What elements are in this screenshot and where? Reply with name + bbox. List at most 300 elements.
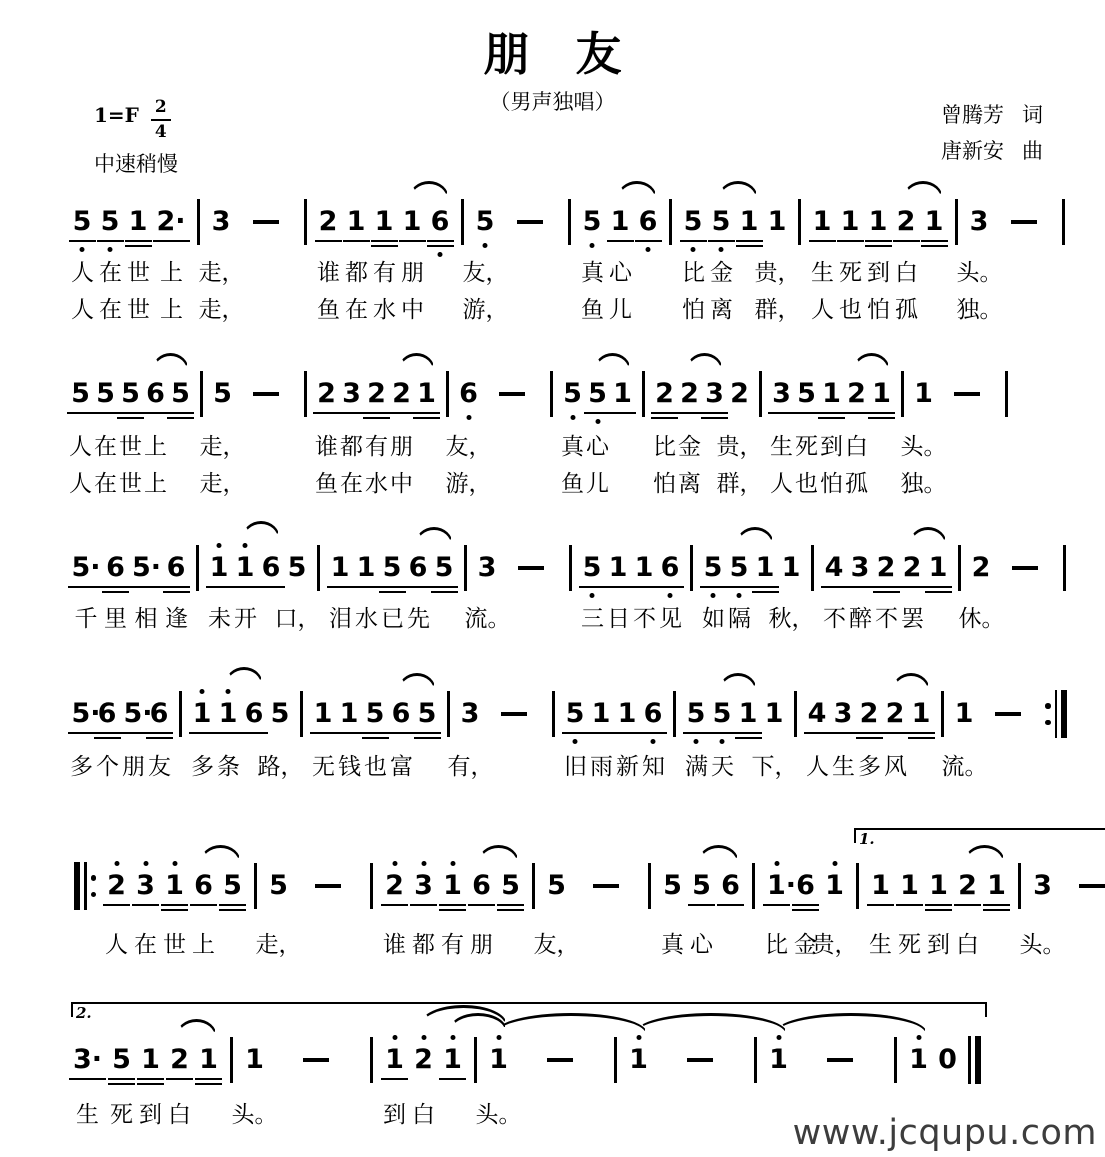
- lyric-syllable: 谁: [383, 932, 406, 957]
- note: 5: [71, 378, 90, 409]
- duration-dash: [954, 392, 980, 396]
- time-signature-denominator: 4: [151, 119, 171, 141]
- : [1045, 703, 1051, 709]
- note: 5·: [71, 552, 101, 583]
- note: 1: [128, 206, 148, 237]
- note: 4: [824, 552, 844, 583]
- lyric-syllable: 相: [134, 606, 158, 631]
- : [84, 862, 87, 910]
- note: 1: [330, 552, 350, 583]
- slur: [478, 845, 519, 863]
- lyric-syllable: 头。: [475, 1102, 522, 1127]
- barline: [197, 199, 200, 245]
- lyric-syllable: 口，: [274, 606, 321, 631]
- slur: [409, 181, 449, 199]
- note: 1: [385, 1044, 404, 1076]
- note: 1: [812, 206, 832, 237]
- note: 6: [97, 698, 117, 729]
- duration-dash: [593, 884, 619, 888]
- note: 5: [73, 206, 92, 238]
- lyricist-name: 曾腾芳: [941, 103, 1004, 127]
- lyric-syllable: 贵，: [716, 434, 763, 459]
- : [1061, 690, 1067, 738]
- note: 1: [193, 698, 212, 730]
- lyric-syllable: 白: [412, 1102, 435, 1127]
- credits: [941, 97, 1043, 169]
- note: 3: [833, 698, 853, 729]
- lyric-syllable: 秋，: [768, 606, 815, 631]
- : [91, 875, 97, 881]
- slur: [718, 181, 758, 199]
- barline: [532, 863, 535, 909]
- slur: [892, 673, 930, 691]
- note: 1·: [767, 870, 786, 902]
- lyric-syllable: 上: [160, 260, 183, 285]
- lyric-syllable: 泪: [329, 606, 352, 631]
- note: 1: [909, 1044, 928, 1076]
- note: 3·: [73, 1044, 103, 1075]
- lyric-syllable: 风: [884, 754, 907, 779]
- duration-dash: [499, 392, 525, 396]
- note: 5: [563, 378, 582, 410]
- lyric-syllable: 都: [412, 932, 435, 957]
- lyric-syllable: 人: [71, 260, 94, 285]
- octave-dot: [438, 252, 443, 257]
- note: 1: [822, 378, 841, 409]
- : [91, 892, 97, 898]
- notes-row: [68, 196, 1073, 248]
- barline: [569, 545, 572, 591]
- note: 3: [460, 698, 480, 729]
- lyric-syllable: 多: [70, 754, 93, 779]
- note: 2: [107, 870, 126, 902]
- lyric-syllable: 如: [702, 606, 725, 631]
- barline: [752, 863, 755, 909]
- lyric-syllable: 醉: [849, 606, 872, 631]
- notes-row: [68, 1004, 1073, 1086]
- note: 5: [501, 870, 520, 901]
- note: 5: [692, 870, 711, 901]
- slur: [398, 673, 436, 691]
- note: 1: [608, 552, 628, 583]
- lyric-syllable: 头。: [231, 1102, 278, 1127]
- lyric-syllable: 友: [148, 754, 171, 779]
- note: 1: [987, 870, 1006, 901]
- note: 6: [472, 870, 491, 901]
- lyric-syllable: 流。: [464, 606, 511, 631]
- lyric-syllable: 独。: [956, 297, 1003, 322]
- octave-dot: [590, 243, 595, 248]
- note: 5: [223, 870, 242, 901]
- barline: [901, 371, 904, 417]
- note: 5: [583, 206, 602, 238]
- octave-dot: [392, 1035, 397, 1040]
- lyric-syllable: 满: [685, 754, 708, 779]
- barline: [1063, 545, 1066, 591]
- note: 5·: [71, 698, 101, 729]
- lyric-syllable: 人: [71, 297, 94, 322]
- note: 6: [459, 378, 478, 410]
- note: 6: [721, 870, 740, 901]
- note: 5: [547, 870, 566, 901]
- octave-dot: [114, 861, 119, 866]
- lyric-syllable: 真: [661, 932, 684, 957]
- octave-dot: [466, 415, 471, 420]
- note: 2: [902, 552, 922, 583]
- lyric-syllable: 上: [192, 932, 215, 957]
- octave-dot: [496, 1035, 501, 1040]
- note: 1: [954, 698, 974, 729]
- lyric-syllable: 真: [561, 434, 584, 459]
- lyric-syllable: 怕: [867, 297, 890, 322]
- lyric-syllable: 在: [345, 297, 368, 322]
- augmentation-dot: ·: [91, 1044, 103, 1075]
- lyric-syllable: 走，: [198, 297, 245, 322]
- lyric-syllable: 都: [345, 260, 368, 285]
- note: 1: [591, 698, 611, 729]
- note: 5: [121, 378, 140, 409]
- slur: [736, 527, 774, 545]
- note: 1: [219, 698, 238, 730]
- barline: [669, 199, 672, 245]
- lyric-syllable: 无: [312, 754, 335, 779]
- barline: [642, 371, 645, 417]
- lyric-syllable: 雨: [590, 754, 613, 779]
- note: 5: [287, 552, 307, 583]
- score-line: [68, 196, 1073, 322]
- notes-row: [68, 688, 1073, 740]
- octave-dot: [243, 543, 248, 548]
- octave-dot: [172, 861, 177, 866]
- lyric-syllable: 生: [869, 932, 892, 957]
- duration-dash: [1079, 884, 1105, 888]
- barline: [196, 545, 199, 591]
- lyric-syllable: 白: [845, 434, 868, 459]
- lyric-syllable: 死: [795, 434, 818, 459]
- octave-dot: [668, 593, 673, 598]
- note: 5: [588, 378, 607, 410]
- barline: [317, 545, 320, 591]
- note: 5: [96, 378, 115, 409]
- lyric-syllable: 隔: [728, 606, 751, 631]
- key-label: 1=F: [94, 103, 139, 127]
- note: 0: [938, 1044, 957, 1075]
- lyric-syllable: 在: [134, 932, 157, 957]
- note: 5·: [123, 698, 153, 729]
- octave-dot: [636, 1035, 641, 1040]
- time-signature: [151, 99, 171, 141]
- lyric-syllable: 游，: [462, 297, 509, 322]
- lyric-syllable: 也: [839, 297, 862, 322]
- barline: [958, 545, 961, 591]
- : [975, 1036, 981, 1084]
- lyric-syllable: 到: [867, 260, 890, 285]
- note: 1: [825, 870, 844, 902]
- tempo-marking: 中速稍慢: [94, 152, 178, 176]
- slur: [964, 845, 1005, 863]
- barline: [1005, 371, 1008, 417]
- lyric-syllable: 比: [765, 932, 788, 957]
- lyric-syllable: 新: [616, 754, 639, 779]
- barline: [798, 199, 801, 245]
- note: 5: [684, 206, 703, 238]
- lyric-syllable: 中: [390, 471, 413, 496]
- barline: [254, 863, 257, 909]
- duration-dash: [517, 220, 543, 224]
- barline: [955, 199, 958, 245]
- note: 1: [739, 206, 759, 237]
- lyric-syllable: 上: [160, 297, 183, 322]
- octave-dot: [450, 1035, 455, 1040]
- lyric-syllable: 不: [633, 606, 656, 631]
- slur: [719, 673, 757, 691]
- : [1045, 720, 1051, 726]
- note: 2: [655, 378, 674, 409]
- octave-dot: [200, 689, 205, 694]
- slur: [415, 527, 453, 545]
- note: 5: [270, 698, 290, 729]
- note: 6: [194, 870, 213, 901]
- note: 1: [356, 552, 376, 583]
- slur: [152, 353, 189, 371]
- note: 1: [339, 698, 359, 729]
- note: 5: [171, 378, 190, 409]
- lyric-syllable: 白: [168, 1102, 191, 1127]
- note: 1: [769, 1044, 788, 1076]
- lyric-syllable: 心: [690, 932, 713, 957]
- lyric-syllable: 金: [678, 434, 701, 459]
- note: 1: [613, 378, 632, 409]
- page-title: 朋友: [483, 29, 668, 80]
- slur: [698, 845, 739, 863]
- lyric-syllable: 罢: [901, 606, 924, 631]
- note: 5: [713, 698, 732, 730]
- lyric-syllable: 儿: [609, 297, 632, 322]
- barline: [552, 691, 555, 737]
- lyric-syllable: 世: [119, 471, 142, 496]
- lyric-syllable: 不: [823, 606, 846, 631]
- barline: [941, 691, 944, 737]
- lyric-syllable: 死: [110, 1102, 133, 1127]
- lyric-syllable: 三: [581, 606, 604, 631]
- barline: [179, 691, 182, 737]
- note: 2: [318, 206, 338, 237]
- note: 1: [141, 1044, 160, 1075]
- note: 1: [840, 206, 860, 237]
- volta-label: 1.: [859, 830, 875, 848]
- barline: [300, 691, 303, 737]
- lyric-syllable: 头。: [1019, 932, 1066, 957]
- note: 5: [797, 378, 816, 409]
- note: 1: [767, 206, 787, 237]
- note: 1: [911, 698, 931, 729]
- octave-dot: [570, 415, 575, 420]
- lyric-syllable: 开: [234, 606, 257, 631]
- note: 3: [414, 870, 433, 902]
- lyric-syllable: 也: [364, 754, 387, 779]
- lyric-syllable: 朋: [470, 932, 493, 957]
- note: 6: [149, 698, 169, 729]
- barline: [568, 199, 571, 245]
- note: 6: [166, 552, 186, 583]
- lyricist-credit: [941, 97, 1043, 133]
- lyrics-row: [68, 752, 1073, 782]
- lyric-syllable: 群，: [716, 471, 763, 496]
- lyric-syllable: 贵，: [811, 932, 858, 957]
- lyric-syllable: 独。: [900, 471, 947, 496]
- lyric-syllable: 千: [74, 606, 98, 631]
- note: 1: [929, 870, 948, 901]
- lyric-syllable: 上: [144, 471, 167, 496]
- note: 3: [477, 552, 497, 583]
- lyric-syllable: 贵，: [754, 260, 801, 285]
- lyric-syllable: 走，: [255, 932, 302, 957]
- note: 1: [634, 552, 654, 583]
- lyric-syllable: 人: [105, 932, 128, 957]
- octave-dot: [80, 247, 85, 252]
- note: 1: [629, 1044, 648, 1076]
- barline: [1062, 199, 1065, 245]
- note: 3: [772, 378, 791, 409]
- barline: [474, 1037, 477, 1083]
- repeat-begin-barline: [74, 862, 96, 910]
- octave-dot: [691, 247, 696, 252]
- augmentation-dot: ·: [142, 698, 153, 729]
- barline: [550, 371, 553, 417]
- lyric-syllable: 朋: [122, 754, 145, 779]
- lyric-syllable: 头。: [956, 260, 1003, 285]
- lyric-syllable: 已: [381, 606, 404, 631]
- octave-dot: [646, 247, 651, 252]
- barline: [673, 691, 676, 737]
- duration-dash: [995, 712, 1021, 716]
- octave-dot: [776, 1035, 781, 1040]
- note: 6: [644, 698, 663, 730]
- lyric-syllable: 走，: [199, 471, 246, 496]
- lyric-syllable: 中: [401, 297, 424, 322]
- slur: [853, 353, 890, 371]
- lyric-syllable: 在: [94, 434, 117, 459]
- note: 1: [868, 206, 888, 237]
- octave-dot: [573, 739, 578, 744]
- slur: [242, 521, 280, 539]
- note: 5: [382, 552, 402, 583]
- lyric-syllable: 离: [710, 297, 733, 322]
- note: 5: [583, 552, 602, 584]
- barline: [304, 371, 307, 417]
- note: 6: [431, 206, 450, 238]
- barline: [464, 545, 467, 591]
- octave-dot: [421, 861, 426, 866]
- barline: [754, 1037, 757, 1083]
- lyric-syllable: 真: [581, 260, 604, 285]
- note: 3: [136, 870, 155, 902]
- note: 1: [199, 1044, 218, 1075]
- final-barline: [968, 1036, 981, 1084]
- lyric-syllable: 里: [104, 606, 127, 631]
- octave-dot: [916, 1035, 921, 1040]
- octave-dot: [651, 739, 656, 744]
- lyric-syllable: 比: [653, 434, 676, 459]
- lyric-syllable: 见: [659, 606, 682, 631]
- note: 5: [476, 206, 495, 238]
- barline: [648, 863, 651, 909]
- composer-role: 曲: [1022, 139, 1043, 163]
- note: 6: [146, 378, 165, 409]
- score-line: [68, 688, 1073, 779]
- augmentation-dot: ·: [785, 870, 797, 901]
- note: 1: [443, 870, 462, 902]
- augmentation-dot: ·: [90, 552, 101, 583]
- lyric-syllable: 到: [820, 434, 843, 459]
- lyric-syllable: 在: [94, 471, 117, 496]
- duration-dash: [315, 884, 341, 888]
- notes-row: [68, 368, 1073, 420]
- octave-dot: [217, 543, 222, 548]
- lyric-syllable: 走，: [198, 260, 245, 285]
- lyric-syllable: 怕: [820, 471, 843, 496]
- octave-dot: [108, 247, 113, 252]
- lyric-syllable: 世: [119, 434, 142, 459]
- note: 5: [687, 698, 706, 730]
- lyric-syllable: 流。: [941, 754, 988, 779]
- slur: [617, 181, 657, 199]
- barline: [200, 371, 203, 417]
- note: 5: [730, 552, 749, 584]
- note: 1: [210, 552, 229, 584]
- augmentation-dot: ·: [90, 698, 101, 729]
- note: 1: [245, 1044, 264, 1075]
- lyric-syllable: 到: [927, 932, 950, 957]
- lyric-syllable: 死: [839, 260, 862, 285]
- note: 3: [342, 378, 361, 409]
- barline: [794, 691, 797, 737]
- note: 1: [165, 870, 184, 902]
- lyrics-row: [68, 258, 1073, 288]
- octave-dot: [595, 419, 600, 424]
- notes-row: [68, 830, 1073, 912]
- lyric-syllable: 日: [607, 606, 630, 631]
- lyric-syllable: 在: [340, 471, 363, 496]
- note: 5: [434, 552, 454, 583]
- lyric-syllable: 下，: [751, 754, 798, 779]
- lyric-syllable: 走，: [199, 434, 246, 459]
- slur: [176, 1019, 217, 1037]
- note: 6: [408, 552, 428, 583]
- octave-dot: [483, 243, 488, 248]
- lyric-syllable: 钱: [338, 754, 361, 779]
- octave-dot: [711, 593, 716, 598]
- lyric-syllable: 有: [365, 434, 388, 459]
- note: 1: [443, 1044, 462, 1076]
- note: 1: [924, 206, 944, 237]
- lyric-syllable: 上: [144, 434, 167, 459]
- lyric-syllable: 儿: [586, 471, 609, 496]
- note: 6: [796, 870, 815, 901]
- slur: [686, 353, 723, 371]
- lyric-syllable: 谁: [315, 434, 338, 459]
- note: 3: [969, 206, 989, 237]
- volta-bracket: [854, 828, 1105, 848]
- lyric-syllable: 多: [191, 754, 214, 779]
- slur: [225, 667, 263, 685]
- lyrics-row: [68, 295, 1073, 325]
- note: 6: [261, 552, 281, 583]
- octave-dot: [737, 593, 742, 598]
- barline: [894, 1037, 897, 1083]
- lyric-syllable: 孤: [845, 471, 868, 496]
- lyric-syllable: 人: [69, 471, 92, 496]
